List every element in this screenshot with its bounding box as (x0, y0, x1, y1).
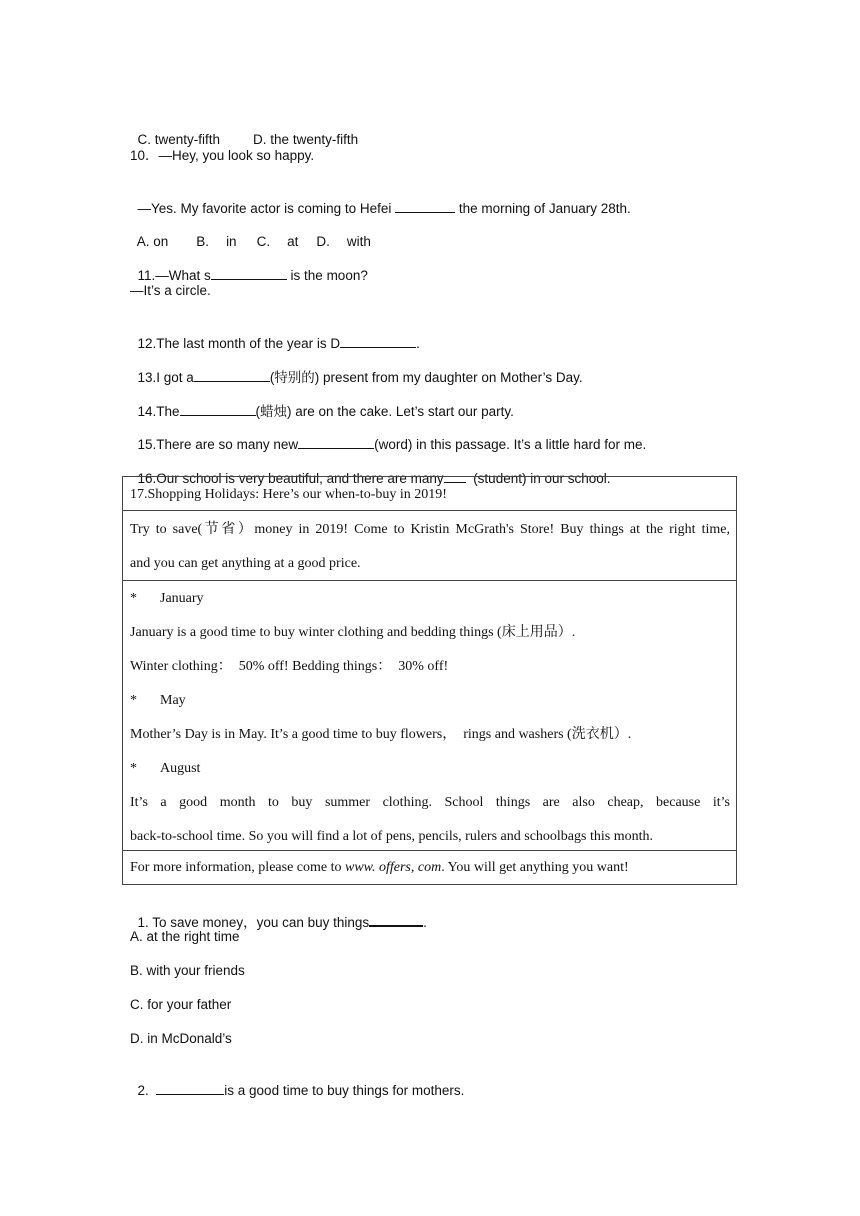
q11-answer: —It’s a circle. (130, 283, 211, 298)
q10-blank (395, 199, 455, 213)
sub-q1-option-d: D. in McDonald’s (130, 1031, 232, 1046)
q9-option-d: D. the twenty-fifth (253, 132, 359, 147)
august-title: August (160, 761, 201, 776)
q14-after: (蜡烛) are on the cake. Let’s start our party. (255, 404, 514, 419)
q10-option-a: A. on (136, 234, 169, 249)
sub-q2-before: 2. (137, 1083, 157, 1098)
january-heading (130, 590, 204, 608)
q16-after: (student) in our school. (465, 471, 611, 486)
passage-footer-row (123, 850, 736, 885)
may-text: Mother’s Day is in May. It’s a good time to buy flowers， rings and washers (洗衣机）. (130, 727, 632, 742)
sub-q1-after: . (423, 915, 427, 930)
sub-q2-after: is a good time to buy things for mothers. (224, 1083, 465, 1098)
august-text-line-2: back-to-school time. So you will find a lot of pens, pencils, rulers and schoolbags this month. (130, 829, 653, 844)
q13-blank (194, 368, 270, 382)
q13 (130, 350, 583, 387)
q10-option-b: B. (196, 234, 210, 249)
q11 (130, 248, 368, 285)
q10-option-d-text: with (346, 234, 371, 249)
q10-prompt: 10．—Hey, you look so happy. (130, 148, 315, 163)
may-heading (130, 692, 186, 710)
q10-option-c-text: at (287, 234, 299, 249)
q14-before: 14.The (137, 404, 180, 419)
q15 (130, 417, 646, 454)
passage-intro-line-1: Try to save(节省）money in 2019! Come to Kristin McGrath's Store! Buy things at the right time, (130, 522, 730, 537)
q13-after: (特别的) present from my daughter on Mother’s Day. (269, 370, 583, 385)
bullet-star-icon: * (130, 591, 137, 606)
sub-q1-option-c: C. for your father (130, 997, 232, 1012)
q12-before: 12.The last month of the year is D (137, 336, 341, 351)
footer-before: For more information, please come to (130, 860, 345, 875)
q11-blank (211, 266, 287, 280)
q10-reply-before: —Yes. My favorite actor is coming to Hefei (137, 201, 396, 216)
passage-footer (130, 859, 629, 877)
q14-blank (180, 402, 256, 416)
january-title: January (160, 591, 204, 606)
sub-q2 (130, 1063, 464, 1100)
passage-title: 17.Shopping Holidays: Here’s our when-to-buy in 2019! (130, 487, 447, 502)
sub-q1-option-b: B. with your friends (130, 963, 245, 978)
bullet-star-icon: * (130, 761, 137, 776)
january-deals: Winter clothing： 50% off! Bedding things： 30% off! (130, 659, 449, 674)
q15-before: 15.There are so many new (137, 437, 299, 452)
q11-after: is the moon? (286, 268, 368, 283)
q10-option-c: C. (256, 234, 271, 249)
q10-options (130, 215, 371, 251)
bullet-star-icon: * (130, 693, 137, 708)
passage-intro-row (123, 510, 736, 581)
q9-options (130, 113, 358, 149)
q12-blank (340, 334, 416, 348)
q10-option-d: D. (316, 234, 330, 249)
q10-option-b-text: in (226, 234, 237, 249)
q13-before: 13.I got a (137, 370, 194, 385)
passage-table (122, 476, 737, 885)
passage-months-row (123, 580, 736, 851)
may-title: May (160, 693, 186, 708)
footer-website: www. offers, com (345, 860, 442, 875)
q12 (130, 316, 420, 353)
passage-intro-line-2: and you can get anything at a good price. (130, 556, 361, 571)
sub-q1-blank (369, 912, 423, 927)
sub-q2-blank (156, 1081, 224, 1095)
sub-q1-before: 1. To save money，you can buy things (137, 915, 370, 930)
q14 (130, 384, 514, 421)
q10-reply (130, 181, 631, 218)
q16-before: 16.Our school is very beautiful, and there are many (137, 471, 444, 486)
q10-reply-after: the morning of January 28th. (455, 201, 631, 216)
august-text-line-1: It’s a good month to buy summer clothing. School things are also cheap, because it’s (130, 795, 730, 810)
q12-after: . (416, 336, 420, 351)
august-heading (130, 760, 200, 778)
sub-q1-option-a: A. at the right time (130, 929, 240, 944)
footer-after: . You will get anything you want! (441, 860, 629, 875)
sub-q1 (130, 894, 427, 932)
q11-before: 11.—What s (137, 268, 211, 283)
q15-blank (298, 435, 374, 449)
january-text: January is a good time to buy winter clothing and bedding things (床上用品）. (130, 625, 576, 640)
q9-option-c: C. twenty-fifth (137, 132, 221, 147)
q15-after: (word) in this passage. It’s a little hard for me. (374, 437, 647, 452)
